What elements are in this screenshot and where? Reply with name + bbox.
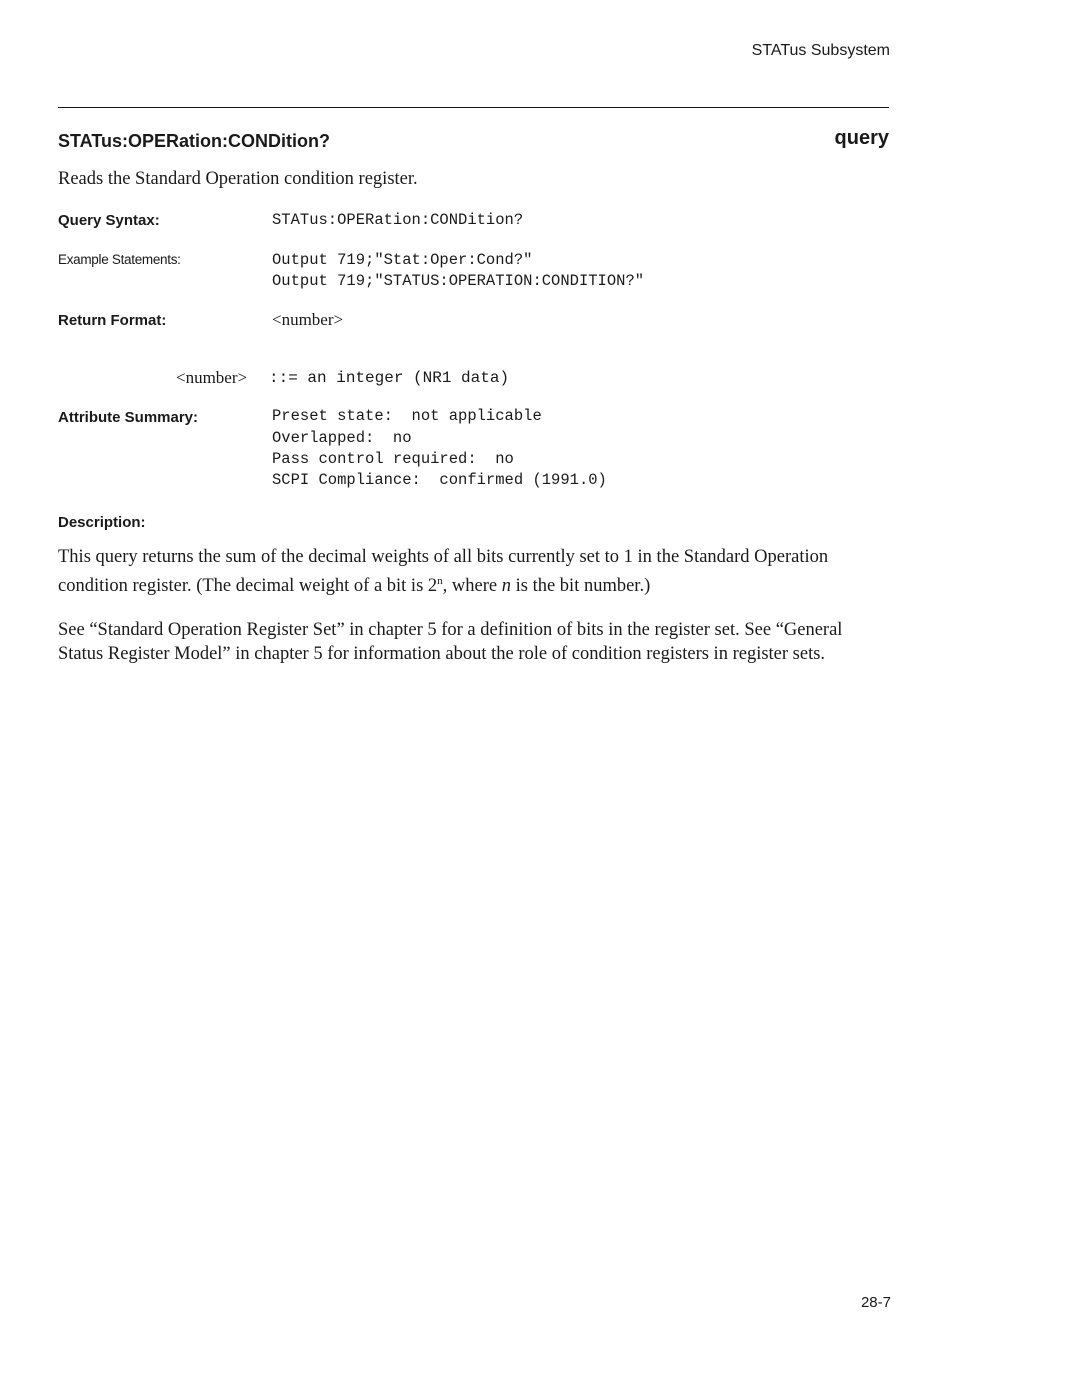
command-summary: Reads the Standard Operation condition register. [58,169,418,189]
example-statement-2: Output 719;"STATUS:OPERATION:CONDITION?" [272,272,645,290]
attribute-overlapped: Overlapped: no [272,429,412,447]
running-header: STATus Subsystem [751,42,890,59]
return-definition-term: <number> [176,368,248,387]
return-definition: ::= an integer (NR1 data) [269,369,510,387]
example-statements-label: Example Statements: [58,252,181,267]
command-title: STATus:OPERation:CONDition? [58,131,330,151]
attribute-scpi-compliance: SCPI Compliance: confirmed (1991.0) [272,471,607,489]
return-format-value: <number> [272,310,344,329]
description-label: Description: [58,514,146,531]
page-number: 28-7 [860,1294,891,1311]
query-syntax-label: Query Syntax: [58,212,160,229]
example-statement-1: Output 719;"Stat:Oper:Cond?" [272,251,533,269]
return-format-label: Return Format: [58,312,167,329]
description-paragraph-2: See “Standard Operation Register Set” in chapter 5 for a definition of bits in the register set. See “General Status Register Model” in chapter 5 for information about the role of condition registers in register sets. [58,620,843,664]
description-paragraph-1: This query returns the sum of the decimal weights of all bits currently set to 1 in the Standard Operation condition register. (The decimal weight of a bit is 2$^n$, where n is the bit number.) [58,547,829,597]
header-rule [58,107,889,108]
query-syntax-value: STATus:OPERation:CONDition? [272,211,524,229]
attribute-preset-state: Preset state: not applicable [272,407,542,425]
attribute-pass-control: Pass control required: no [272,450,514,468]
command-type: query [834,127,889,149]
attribute-summary-label: Attribute Summary: [58,409,199,426]
